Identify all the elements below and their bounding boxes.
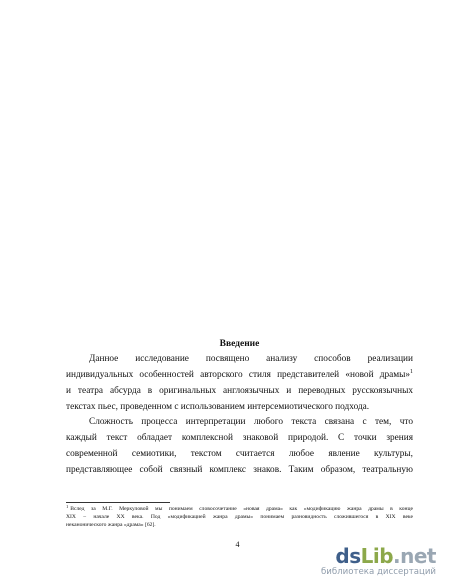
footnote-line (66, 505, 413, 513)
paragraph-intro (66, 351, 413, 415)
paragraph-line-text: индивидуальных особенностей авторского стиля представителей «новой драмы» (66, 370, 410, 380)
section-heading: Введение (219, 339, 260, 349)
paragraph-line: и театра абсурда в оригинальных англоязычных и переводных русскоязычных (66, 386, 413, 396)
footnote-reference[interactable]: 1 (410, 369, 413, 375)
watermark-logo (335, 545, 436, 567)
paragraph-line: каждый текст обладает комплексной знаковой природой. С точки зрения (66, 433, 413, 443)
footnote-number: 1 (66, 504, 69, 509)
footnote-separator (66, 502, 170, 503)
paragraph-complexity (66, 414, 413, 478)
footnote-line-text: Вслед за М.Г. Меркуловой мы понимаем словосочетание «новая драма» как «модификацию жанра драмы в конце (70, 506, 413, 512)
watermark (291, 545, 436, 579)
paragraph-line (66, 367, 413, 383)
watermark-subtitle: библиотека диссертаций (320, 567, 436, 577)
paragraph-line: Сложность процесса интерпретации любого текста связана с тем, что (89, 417, 413, 427)
paragraph-line: текстах пьес, проведенном с использованием интерсемиотического подхода. (66, 402, 370, 412)
footnote-line: XIX – начале XX века. Под «модификацией жанра драмы» понимаем разновидность сложившегося в XIX веке (66, 514, 413, 520)
page-number: 4 (235, 540, 240, 549)
watermark-logo-net: .net (393, 544, 436, 568)
paragraph-line: представляющее собой связный комплекс знаков. Таким образом, театральную (66, 465, 413, 475)
watermark-logo-lib: Lib (360, 544, 394, 568)
footnote-line: неканонического жанра «драма» [62]. (66, 522, 156, 528)
paragraph-line: Данное исследование посвящено анализу способов реализации (89, 354, 413, 364)
footnote (66, 505, 413, 529)
paragraph-line: современной семиотики, текстом считается любое явление культуры, (66, 449, 413, 459)
watermark-logo-ds: ds (335, 544, 361, 568)
